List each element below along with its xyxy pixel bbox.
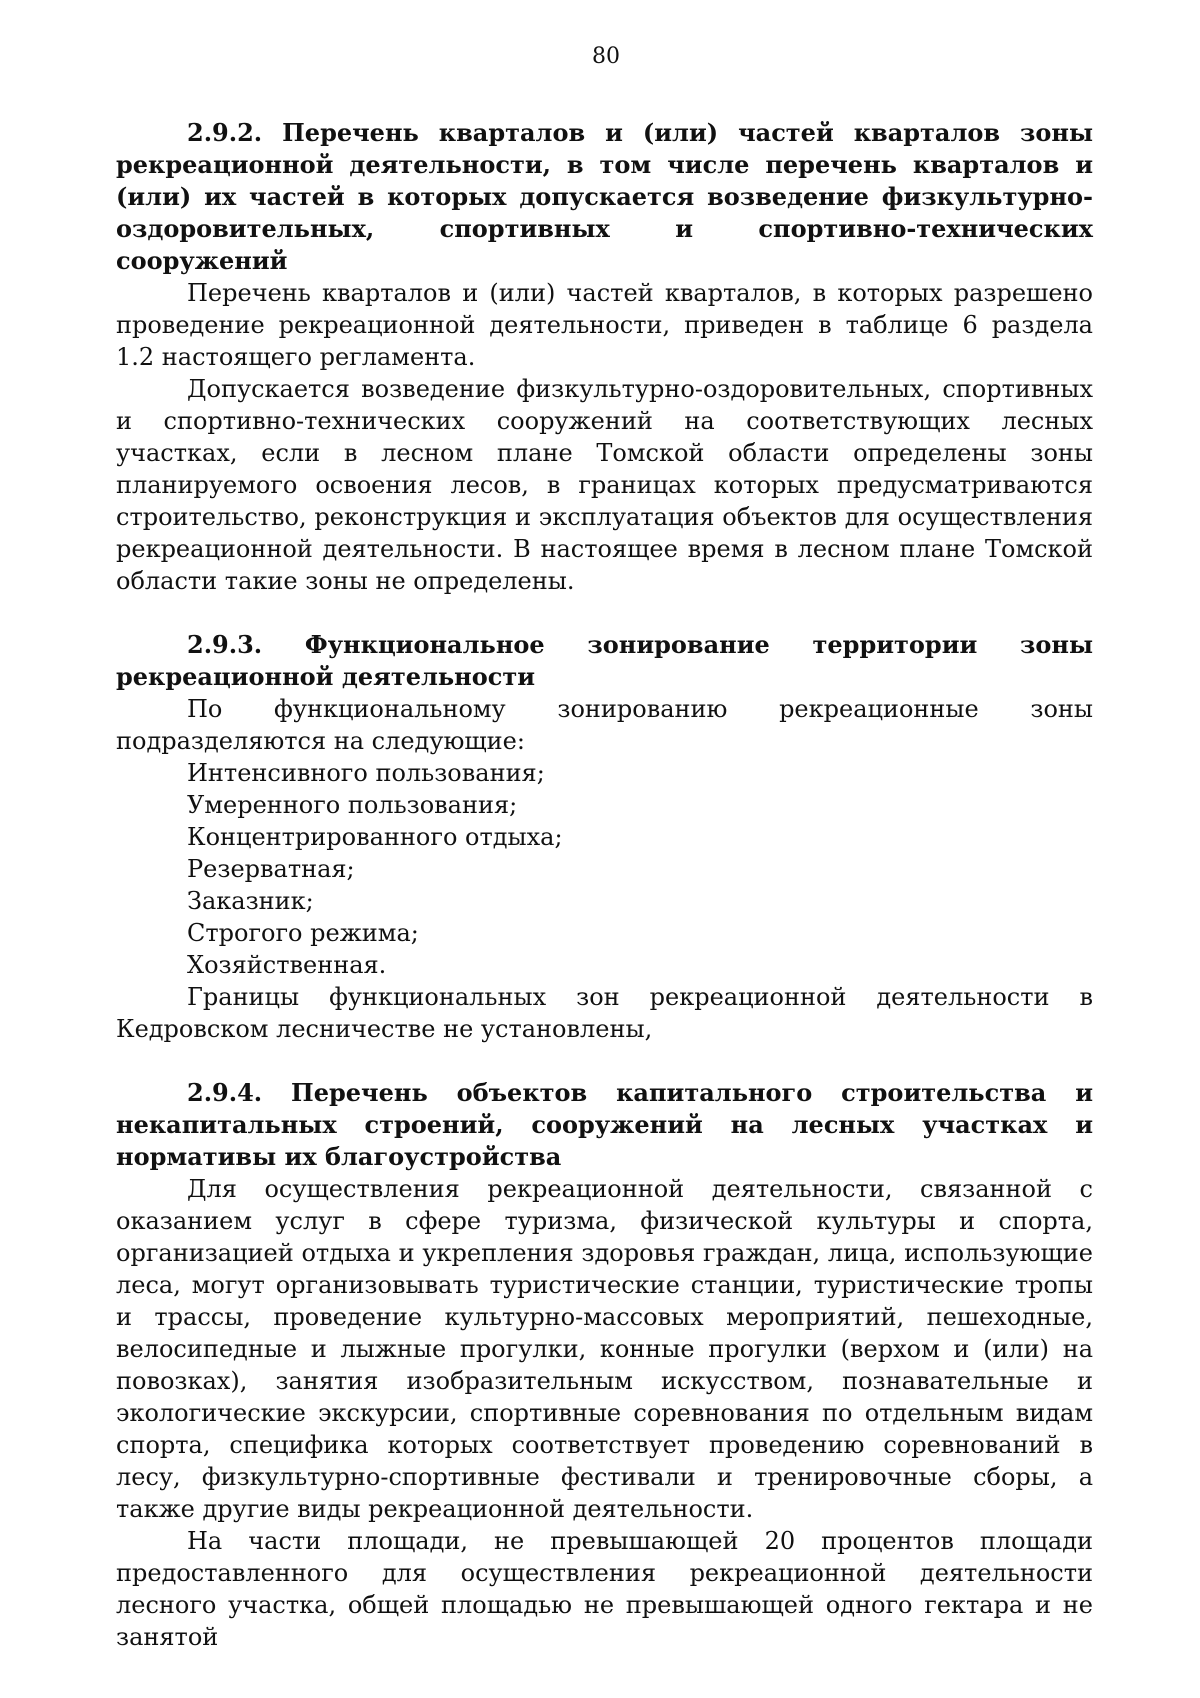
- paragraph: Перечень кварталов и (или) частей кварталов, в которых разрешено проведение рекреационной деятельности, приведен в таблице 6 раздела 1.2 настоящего регламента.: [116, 279, 1093, 371]
- list-item: Концентрированного отдыха;: [187, 823, 563, 851]
- list-item: Заказник;: [187, 887, 314, 915]
- spacer: [116, 597, 1093, 629]
- section-heading-2-9-3: 2.9.3. Функциональное зонирование территории зоны рекреационной деятельности: [116, 630, 1093, 691]
- list-item: Хозяйственная.: [187, 951, 387, 979]
- list-item: Резерватная;: [187, 855, 355, 883]
- list-item: Умеренного пользования;: [187, 791, 518, 819]
- paragraph: Границы функциональных зон рекреационной деятельности в Кедровском лесничестве не установлены,: [116, 983, 1093, 1043]
- page-number: 80: [592, 44, 620, 69]
- section-heading-2-9-2: 2.9.2. Перечень кварталов и (или) частей кварталов зоны рекреационной деятельности, в том числе перечень кварталов и (или) их частей в которых допускается возведение физкультурно-оздоровительных, спортивных и спортивно-технических сооружений: [116, 118, 1093, 275]
- paragraph: На части площади, не превышающей 20 процентов площади предоставленного для осуществления рекреационной деятельности лесного участка, общей площадью не превышающей одного гектара и не занятой: [116, 1527, 1093, 1651]
- paragraph: Допускается возведение физкультурно-оздоровительных, спортивных и спортивно-технических сооружений на соответствующих лесных участках, если в лесном плане Томской области определены зоны планируемого освоения лесов, в границах которых предусматриваются строительство, реконструкция и эксплуатация объектов для осуществления рекреационной деятельности. В настоящее время в лесном плане Томской области такие зоны не определены.: [116, 375, 1093, 595]
- section-heading-2-9-4: 2.9.4. Перечень объектов капитального строительства и некапитальных строений, сооружений на лесных участках и нормативы их благоустройства: [116, 1078, 1093, 1171]
- list-item: Интенсивного пользования;: [187, 759, 545, 787]
- paragraph: По функциональному зонированию рекреационные зоны подразделяются на следующие:: [116, 695, 1093, 755]
- paragraph: Для осуществления рекреационной деятельности, связанной с оказанием услуг в сфере туризма, физической культуры и спорта, организацией отдыха и укрепления здоровья граждан, лица, использующие леса, могут организовывать туристические станции, туристические тропы и трассы, проведение культурно-массовых мероприятий, пешеходные, велосипедные и лыжные прогулки, конные прогулки (верхом и (или) на повозках), занятия изобразительным искусством, познавательные и экологические экскурсии, спортивные соревнования по отдельным видам спорта, специфика которых соответствует проведению соревнований в лесу, физкультурно-спортивные фестивали и тренировочные сборы, а также другие виды рекреационной деятельности.: [116, 1175, 1093, 1523]
- spacer: [116, 1045, 1093, 1077]
- list-item: Строгого режима;: [187, 919, 419, 947]
- document-body: [116, 117, 1093, 1653]
